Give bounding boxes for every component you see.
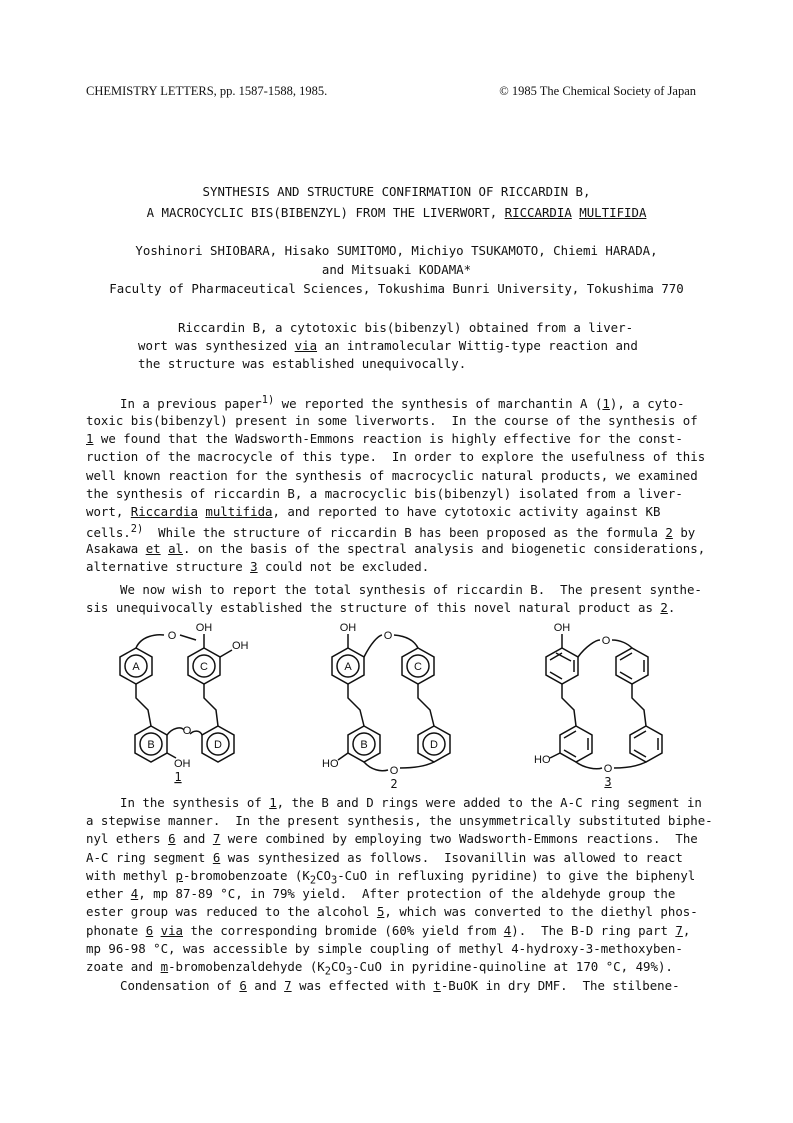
text: -bromobenzaldehyde (K — [168, 959, 325, 974]
meta-prefix: m — [160, 959, 169, 974]
text: In a previous paper — [120, 396, 262, 412]
title-line-1: SYNTHESIS AND STRUCTURE CONFIRMATION OF RICCARDIN B, — [202, 184, 591, 199]
text: , the B and D rings were added to the A-C ring segment in — [276, 795, 702, 810]
ring-label-a: A — [344, 661, 352, 673]
compound-number: 2 — [665, 525, 673, 541]
compound-number: 4 — [130, 886, 139, 901]
subscript: 3 — [330, 874, 338, 887]
compound-label-1: 1 — [174, 770, 182, 784]
et-italic: et — [145, 541, 161, 556]
text: we reported the synthesis of marchantin A ( — [274, 396, 603, 412]
compound-number: 2 — [660, 600, 668, 615]
hydroxyl-label: OH — [232, 640, 249, 652]
para3-line-11 — [120, 978, 680, 993]
ring-double-bonds — [620, 653, 644, 679]
compound-number: 1 — [86, 431, 94, 446]
ring-inner — [556, 653, 571, 661]
text: could not be excluded. — [257, 559, 430, 574]
abstract-line-2 — [138, 338, 638, 353]
para3-line-4 — [86, 850, 683, 865]
para1-line-10 — [86, 559, 429, 574]
compound-label-3: 3 — [604, 775, 612, 788]
text: Condensation of — [120, 978, 240, 993]
ether-bond — [180, 635, 196, 640]
oxygen-label: O — [389, 765, 399, 777]
genus-name: Riccardia — [130, 504, 198, 519]
para1-line-2: toxic bis(bibenzyl) present in some liverworts. In the course of the synthesis of — [86, 413, 698, 428]
text: ester group was reduced to the alcohol — [86, 904, 377, 919]
chemical-structures-figure — [86, 618, 706, 788]
subscript: 3 — [345, 965, 353, 978]
compound-label-2: 2 — [390, 777, 398, 788]
text: Asakawa — [86, 541, 146, 556]
text: was synthesized as follows. Isovanillin was allowed to react — [220, 850, 683, 865]
ethylene-bridge — [348, 684, 364, 726]
para1-line-7 — [86, 504, 660, 519]
compound-number: 6 — [239, 978, 247, 993]
oxygen-label: O — [167, 630, 177, 642]
para1-line-5: well known reaction for the synthesis of macrocyclic natural products, we examined — [86, 468, 698, 483]
ether-bond — [364, 762, 388, 771]
abstract-text: an intramolecular Wittig-type reaction and — [317, 338, 638, 353]
oh-bond — [220, 650, 232, 657]
authors-line-1: Yoshinori SHIOBARA, Hisako SUMITOMO, Michiyo TSUKAMOTO, Chiemi HARADA, — [135, 243, 658, 258]
para2-line-2 — [86, 600, 675, 615]
para3-line-1 — [120, 795, 702, 810]
text: we found that the Wadsworth-Emmons reaction is highly effective for the const- — [93, 431, 683, 446]
compound-number: 5 — [376, 904, 385, 919]
reference-marker: 1) — [261, 394, 275, 406]
text: by — [672, 525, 696, 541]
compound-number: 3 — [250, 559, 258, 574]
text: ). The B-D ring part — [511, 923, 676, 938]
abstract-line-1: Riccardin B, a cytotoxic bis(bibenzyl) obtained from a liver- — [178, 320, 634, 335]
ethylene-bridge — [632, 684, 646, 726]
text: sis unequivocally established the structure of this novel natural product as — [86, 600, 661, 615]
text: -CuO in refluxing pyridine) to give the biphenyl — [337, 868, 696, 883]
oxygen-label: O — [182, 725, 192, 737]
text: , which was converted to the diethyl phos- — [384, 904, 698, 919]
structures-svg — [86, 618, 706, 788]
ethylene-bridge — [136, 684, 151, 726]
authors-line-2: and Mitsuaki KODAMA* — [321, 262, 472, 277]
text: CO — [316, 868, 331, 883]
ring-double-bonds — [564, 731, 588, 757]
para1-line-9 — [86, 541, 705, 556]
para3-line-7 — [86, 904, 698, 919]
text: . on the basis of the spectral analysis and biogenetic considerations, — [183, 541, 706, 556]
text: CO — [330, 959, 346, 974]
para3-line-6 — [86, 886, 675, 901]
ring-label-b: B — [360, 739, 368, 751]
para3-line-3 — [86, 831, 698, 846]
text: cells. — [86, 525, 131, 541]
ring-double-bonds — [634, 731, 658, 757]
text: . — [667, 600, 676, 615]
text: wort, — [86, 504, 131, 519]
compound-number: 7 — [212, 831, 221, 846]
compound-number: 7 — [284, 978, 292, 993]
text: ), a cyto- — [609, 396, 685, 412]
para1-line-3 — [86, 431, 683, 446]
text: A-C ring segment — [86, 850, 213, 865]
text: and — [246, 978, 285, 993]
hydroxy-label: HO — [322, 758, 339, 770]
ether-bond — [136, 635, 164, 648]
para2-line-1: We now wish to report the total synthesis of riccardin B. The present synthe- — [120, 582, 702, 597]
ring-label-d: D — [430, 739, 438, 751]
reference-marker: 2) — [130, 523, 144, 535]
abstract-text: wort was synthesized — [138, 338, 295, 353]
al-italic: al — [168, 541, 183, 556]
ether-bond — [576, 762, 602, 769]
text: were combined by employing two Wadsworth-Emmons reactions. The — [220, 831, 698, 846]
text: ether — [86, 886, 131, 901]
para1-line-1 — [120, 394, 685, 411]
ether-bond — [190, 731, 202, 735]
oh-bond — [338, 753, 348, 760]
compound-number: 6 — [168, 831, 176, 846]
hydroxyl-label: OH — [553, 622, 571, 634]
text: was effected with — [291, 978, 434, 993]
text: , — [682, 923, 691, 938]
para3-line-10 — [86, 959, 673, 977]
journal-citation: CHEMISTRY LETTERS, pp. 1587-1588, 1985. — [86, 84, 328, 98]
hydroxyl-label: OH — [339, 622, 357, 634]
ether-bond — [400, 762, 434, 768]
para3-line-8 — [86, 923, 690, 938]
via-italic: via — [294, 338, 318, 353]
para1-line-4: ruction of the macrocycle of this type. In order to explore the usefulness of this — [86, 449, 706, 464]
abstract-line-3: the structure was established unequivocally. — [138, 356, 467, 371]
title-line-2-prefix: A MACROCYCLIC BIS(BIBENZYL) FROM THE LIVERWORT, — [146, 205, 505, 220]
para-prefix: p — [175, 868, 183, 883]
oxygen-label: O — [603, 763, 613, 775]
title-genus: RICCARDIA — [504, 205, 572, 220]
copyright-notice: © 1985 The Chemical Society of Japan — [499, 84, 696, 98]
oh-bond — [550, 753, 560, 758]
title-species: MULTIFIDA — [579, 205, 647, 220]
hydroxyl-label: OH — [174, 758, 191, 770]
ring-label-b: B — [147, 739, 155, 751]
structure-3 — [546, 634, 662, 769]
ether-bond — [364, 635, 382, 657]
text: nyl ethers — [86, 831, 169, 846]
ring-label-d: D — [214, 739, 222, 751]
tert-prefix: t — [433, 978, 441, 993]
compound-number: 6 — [212, 850, 221, 865]
compound-number: 1 — [269, 795, 277, 810]
text: -CuO in pyridine-quinoline at 170 °C, 49%). — [352, 959, 673, 974]
ether-bond — [578, 640, 600, 657]
text: -bromobenzoate (K — [183, 868, 310, 883]
via-italic: via — [160, 923, 184, 938]
ethylene-bridge — [418, 684, 434, 726]
compound-number: 1 — [602, 396, 610, 412]
ether-bond — [167, 728, 184, 735]
text: and — [175, 831, 213, 846]
text: phonate — [86, 923, 146, 938]
ethylene-bridge — [562, 684, 576, 726]
para3-line-2: a stepwise manner. In the present synthesis, the unsymmetrically substituted biphe- — [86, 813, 713, 828]
ring-label-c: C — [414, 661, 422, 673]
text: the corresponding bromide (60% yield from — [183, 923, 504, 938]
affiliation: Faculty of Pharmaceutical Sciences, Tokushima Bunri University, Tokushima 770 — [109, 281, 684, 296]
text: While the structure of riccardin B has been proposed as the formula — [143, 525, 666, 541]
ring-label-c: C — [200, 661, 208, 673]
text: , and reported to have cytotoxic activity against KB — [272, 504, 661, 519]
text: , mp 87-89 °C, in 79% yield. After protection of the aldehyde group the — [138, 886, 676, 901]
title-line-2 — [0, 205, 793, 220]
compound-number: 4 — [503, 923, 512, 938]
para1-line-8 — [86, 523, 695, 540]
hydroxyl-label: OH — [195, 622, 213, 634]
compound-number: 7 — [675, 923, 683, 938]
ether-bond — [394, 635, 418, 648]
para1-line-6: the synthesis of riccardin B, a macrocyclic bis(bibenzyl) isolated from a liver- — [86, 486, 683, 501]
text: In the synthesis of — [120, 795, 270, 810]
text: alternative structure — [86, 559, 251, 574]
para3-line-5 — [86, 868, 695, 886]
text: with methyl — [86, 868, 176, 883]
text: zoate and — [86, 959, 161, 974]
ether-bond — [614, 762, 646, 768]
subscript: 2 — [324, 965, 331, 978]
compound-number: 6 — [145, 923, 154, 938]
text: -BuOK in dry DMF. The stilbene- — [440, 978, 680, 993]
ring-label-a: A — [132, 661, 140, 673]
oxygen-label: O — [383, 630, 393, 642]
oxygen-label: O — [601, 635, 611, 647]
species-name: multifida — [205, 504, 273, 519]
ether-bond — [612, 640, 632, 648]
ethylene-bridge — [204, 684, 218, 726]
para3-line-9: mp 96-98 °C, was accessible by simple coupling of methyl 4-hydroxy-3-methoxyben- — [86, 941, 683, 956]
subscript: 2 — [309, 874, 317, 887]
hydroxy-label: HO — [534, 754, 551, 766]
